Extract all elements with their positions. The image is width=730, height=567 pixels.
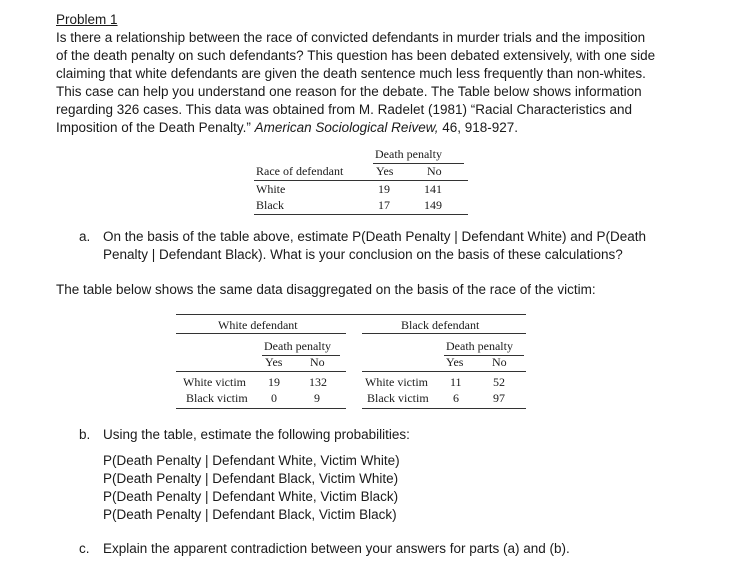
table2-cell: 52 xyxy=(493,375,505,389)
table2-right-header-rule xyxy=(362,333,526,334)
table2-left-header-rule xyxy=(176,333,346,334)
table2-left-col-yes: Yes xyxy=(265,355,283,369)
table2-cell: 9 xyxy=(314,391,320,405)
table2-cell: 6 xyxy=(453,391,459,405)
table2-cell: 11 xyxy=(450,375,462,389)
table1-cell: 17 xyxy=(378,198,390,212)
table2-left-bottom-rule xyxy=(176,408,346,409)
table1-col-no: No xyxy=(427,164,442,178)
table2-row-label: White victim xyxy=(183,375,246,389)
question-c-text: Explain the apparent contradiction between your answers for parts (a) and (b). xyxy=(103,541,570,556)
table1-col-yes: Yes xyxy=(376,164,394,178)
table1-cell: 141 xyxy=(424,182,442,196)
table1-row-header: Race of defendant xyxy=(256,164,344,178)
question-c-letter: c. xyxy=(79,541,90,556)
table2-right-bottom-rule xyxy=(362,408,526,409)
probability-list xyxy=(103,452,400,524)
intro-journal: American Sociological Reivew, xyxy=(254,120,439,135)
table2-left-subheader: Death penalty xyxy=(264,339,331,353)
table2-white-defendant-header: White defendant xyxy=(218,318,298,332)
table1-bottom-rule xyxy=(254,214,468,215)
table1-header-rule xyxy=(254,180,468,181)
table2-row-label: Black victim xyxy=(367,391,429,405)
table2-cell: 132 xyxy=(309,375,327,389)
question-a-text: On the basis of the table above, estimate P(Death Penalty | Defendant White) and P(Death Penalty | Defendant Black). What is your conclusion on the basis of these calculations? xyxy=(103,229,647,262)
table2-lead-in: The table below shows the same data disaggregated on the basis of the race of the victim: xyxy=(56,282,596,297)
intro-paragraph xyxy=(56,29,656,137)
list-item: P(Death Penalty | Defendant Black, Victim Black) xyxy=(103,507,397,522)
table1-cell: 149 xyxy=(424,198,442,212)
table2-row-label: White victim xyxy=(365,375,428,389)
table-death-penalty-by-defendant xyxy=(254,147,468,217)
table1-group-header: Death penalty xyxy=(375,147,442,161)
table2-left-col-no: No xyxy=(310,355,325,369)
table1-cell: 19 xyxy=(378,182,390,196)
question-b-text: Using the table, estimate the following probabilities: xyxy=(103,427,410,442)
table1-row-label: Black xyxy=(256,198,284,212)
intro-citation: 46, 918-927. xyxy=(442,120,519,135)
question-a-letter: a. xyxy=(79,229,91,244)
table2-cell: 19 xyxy=(268,375,280,389)
table2-top-rule xyxy=(176,314,526,315)
problem-title: Problem 1 xyxy=(56,12,118,27)
list-item: P(Death Penalty | Defendant White, Victim Black) xyxy=(103,489,399,504)
intro-text: Is there a relationship between the race of convicted defendants in murder trials and the imposition of the death penalty on such defendants? This question has been debated extensively, with one side claiming that white defendants are given the death sentence much less frequently than non-whites. This case can help you understand one reason for the debate. The Table below shows information regarding 326 cases. This data was obtained from M. Radelet (1981) “Racial Characteristics and Imposition of the Death Penalty.” xyxy=(56,30,656,135)
table2-cell: 0 xyxy=(271,391,277,405)
table2-right-col-yes: Yes xyxy=(446,355,464,369)
table-disaggregated-by-victim xyxy=(176,312,528,412)
table2-right-mid-rule xyxy=(362,371,526,372)
table2-right-col-no: No xyxy=(492,355,507,369)
table2-cell: 97 xyxy=(493,391,505,405)
table2-row-label: Black victim xyxy=(186,391,248,405)
table1-row-label: White xyxy=(256,182,286,196)
table2-black-defendant-header: Black defendant xyxy=(401,318,480,332)
list-item: P(Death Penalty | Defendant White, Victim White) xyxy=(103,453,400,468)
table2-left-mid-rule xyxy=(176,371,346,372)
list-item: P(Death Penalty | Defendant Black, Victim White) xyxy=(103,471,399,486)
question-b-letter: b. xyxy=(79,427,91,442)
table2-right-subheader: Death penalty xyxy=(446,339,513,353)
